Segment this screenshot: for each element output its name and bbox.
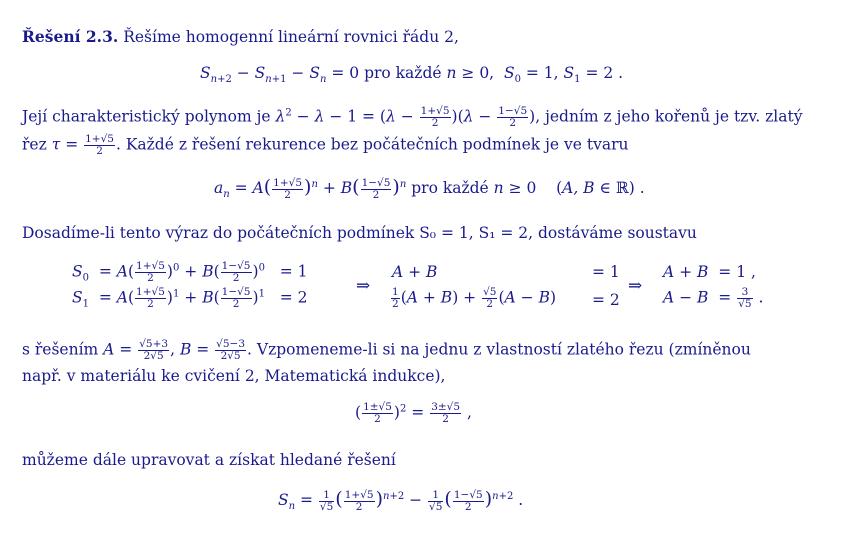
- golden-identity-equation: ( $\frac{1\pm√5}{2}$ )$^2$ = $\frac{3\pm√5}{2}$ ,: [355, 401, 472, 425]
- reference-line: např. v materiálu ke cvičení 2, Matematická indukce),: [22, 367, 446, 385]
- eq1-text: pro každé: [364, 64, 442, 82]
- frac-B: $\frac{√5-3}{2√5}$: [216, 338, 246, 362]
- system-row-1-middle: A + B: [392, 263, 438, 281]
- heading-line: [22, 27, 459, 46]
- final-solution-equation: $S_n$ = $\frac{1}{√5}$ ( $\frac{1+√5}{2}$ )$^{n+2}$ − $\frac{1}{√5}$ ( $\frac{1-√5}{2}$ )$^{n+2}$ .: [278, 488, 524, 513]
- frac-A: $\frac{√5+3}{2√5}$: [139, 338, 169, 362]
- final-intro-line: můžeme dále upravovat a získat hledané řešení: [22, 451, 396, 469]
- system-row-1-right: A + B = 1 ,: [663, 263, 756, 281]
- golden-ratio-line: řez τ = $\frac{1+√5}{2}$ . Každé z řešení rekurence bez počátečních podmínek je ve tvaru: [22, 133, 629, 157]
- implies-arrow-2: ⇒: [628, 276, 643, 296]
- frac-psi: $\frac{1-√5}{2}$: [498, 105, 528, 129]
- system-row-2-middle: $\frac{1}{2}$ (A + B) + $\frac{√5}{2}$ (A − B): [392, 286, 557, 310]
- eq2-text: pro každé: [411, 179, 489, 197]
- frac-tau: $\frac{1+√5}{2}$: [85, 133, 114, 157]
- p2-l1a: Její charakteristický polynom je: [22, 107, 271, 126]
- system-row-2-right: A − B = $\frac{3}{√5}$ .: [663, 286, 764, 310]
- heading-text: Řešíme homogenní lineární rovnici řádu 2,: [123, 28, 459, 46]
- p4-l1a: s řešením: [22, 340, 99, 359]
- implies-arrow-1: ⇒: [356, 276, 371, 296]
- system-row-1-left: $S_0 = A$( $\frac{1+√5}{2}$ )$^0$ + B( $\frac{1-√5}{2}$ )$^0$ = 1: [72, 260, 308, 284]
- solution-values-line: s řešením A = $\frac{√5+3}{2√5}$ , B = $\frac{√5-3}{2√5}$ . Vzpomeneme-li si na jednu z vlastností zlatého řezu (zmíněnou: [22, 338, 751, 362]
- p2-l2a: řez: [22, 135, 47, 154]
- system-row-2-left: $S_1 = A$( $\frac{1+√5}{2}$ )$^1$ + B( $\frac{1-√5}{2}$ )$^1$ = 2: [72, 286, 308, 310]
- solution-label: Řešení 2.3.: [22, 27, 119, 46]
- char-poly-line: Její charakteristický polynom je $\lambda^2 - \lambda - 1 = (\lambda$ − $\frac{1+√5}{2}$ )(λ − $\frac{1-√5}{2}$ ), jedním z jeho kořenů je tzv. zlatý: [22, 105, 803, 129]
- p2-l2b: . Každé z řešení rekurence bez počátečních podmínek je ve tvaru: [115, 135, 629, 154]
- substitution-line: Dosadíme-li tento výraz do počátečních podmínek S₀ = 1, S₁ = 2, dostáváme soustavu: [22, 224, 697, 242]
- general-solution-equation: $a_n = A$( $\frac{1+√5}{2}$ )$^n$ + B( $\frac{1-√5}{2}$ )$^n$ pro každé n ≥ 0 (A, B ∈ ℝ) .: [214, 176, 645, 201]
- frac-phi: $\frac{1+√5}{2}$: [420, 105, 450, 129]
- p2-l1b: , jedním z jeho kořenů je tzv. zlatý: [535, 107, 803, 126]
- document-page: Řešení 2.3. Řešíme homogenní lineární rovnici řádu 2, $S_{n+2} - S_{n+1} - S_n = 0$ pro každé n ≥ 0, $S_0 = 1$, $S_1 = 2$ . Její charakteristický polynom je $\lambda^2 - \lambda - 1 = (\lambda$ − $\frac{1+√5}{2}$ )(λ − $\frac{1-√5}{2}$ ), jedním z jeho kořenů je tzv. zlatý řez τ = $\frac{1+√5}{2}$ . Každé z řešení rekurence bez počátečních podmínek je ve tvaru $a_n = A$( $\frac{1+√5}{2}$ )$^n$ + B( $\frac{1-√5}{2}$ )$^n$ pro každé n ≥ 0 (A, B ∈ ℝ) . Dosadíme-li tento výraz do počátečních podmínek S₀ = 1, S₁ = 2, dostáváme soustavu $S_0 = A$( $\frac{1+√5}{2}$ )$^0$ + B( $\frac{1-√5}{2}$ )$^0$ = 1 $S_1 = A$( $\frac{1+√5}{2}$ )$^1$ + B( $\frac{1-√5}{2}$ )$^1$ = 2 ⇒ A + B = 1 $\frac{1}{2}$ (A + B) + $\frac{√5}{2}$ (A − B) = 2 ⇒ A + B = 1 , A − B = $\frac{3}{√5}$ . s řešením A = $\frac{√5+3}{2√5}$ , B = $\frac{√5-3}{2√5}$ . Vzpomeneme-li si na jednu z vlastností zlatého řezu (zmíněnou např. v materiálu ke cvičení 2, Matematická indukce), ( $\frac{1\pm√5}{2}$ )$^2$ = $\frac{3\pm√5}{2}$ , můžeme dále upravovat a získat hledané řešení $S_n$ = $\frac{1}{√5}$ ( $\frac{1+√5}{2}$ )$^{n+2}$ − $\frac{1}{√5}$ ( $\frac{1-√5}{2}$ )$^{n+2}$ .: [22, 27, 803, 513]
- recurrence-equation: $S_{n+2} - S_{n+1} - S_n = 0$ pro každé n ≥ 0, $S_0 = 1$, $S_1 = 2$ .: [200, 64, 624, 86]
- p4-l1b: . Vzpomeneme-li si na jednu z vlastností zlatého řezu (zmíněnou: [247, 340, 751, 359]
